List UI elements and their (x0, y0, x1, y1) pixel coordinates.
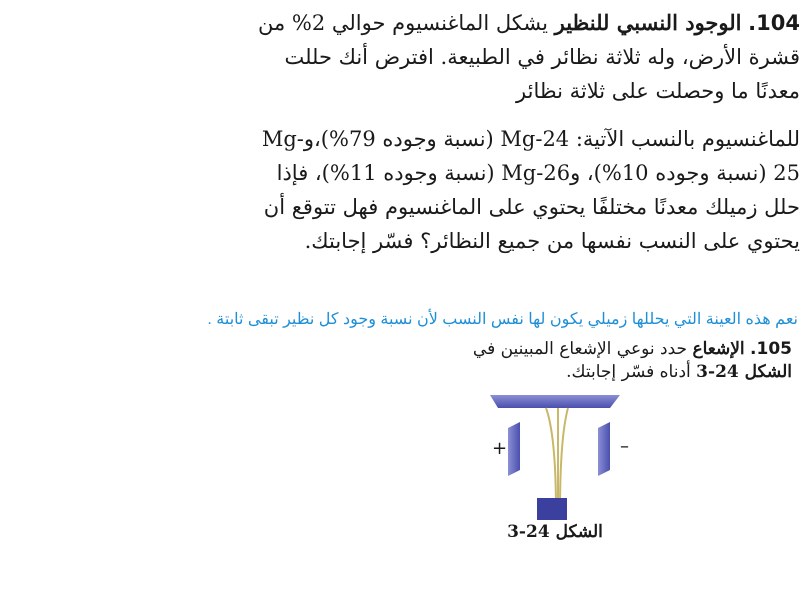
beam-left (546, 408, 556, 512)
question-105-number: 105. (750, 339, 792, 359)
question-104-number: 104. (748, 11, 800, 35)
question-105-text-2: أدناه فسّر إجابتك. (566, 362, 691, 382)
plus-sign: + (492, 438, 508, 459)
right-plate (598, 422, 610, 476)
question-104-para-2 (240, 122, 800, 258)
question-104 (240, 6, 800, 258)
answer-text: نعم هذه العينة التي يحللها زميلي يكون لها نفس النسب لأن نسبة وجود كل نظير تبقى ثابتة . (207, 311, 798, 328)
question-105-line-2 (300, 361, 792, 384)
question-105-text-1: حدد نوعي الإشعاع المبينين في (472, 339, 688, 359)
question-105-line-1 (300, 338, 792, 361)
question-105 (300, 338, 792, 384)
radiation-source (537, 498, 567, 520)
beam-right (560, 408, 568, 512)
left-plate (508, 422, 520, 476)
minus-sign: – (620, 436, 629, 457)
question-104-title: الوجود النسبي للنظير (554, 10, 742, 35)
question-104-text-1: يشكل الماغنسيوم حوالي 2% من قشرة الأرض، وله ثلاثة نظائر في الطبيعة. افترض أنك حللت معدنًا ما وحصلت على ثلاثة نظائر (257, 11, 800, 103)
figure-caption: الشكل 24-3 (507, 522, 603, 542)
question-104-text-2: للماغنسيوم بالنسب الآتية: Mg-24 (نسبة وجوده 79%)،وMg-25 (نسبة وجوده 10%)، وMg-26 (نسبة وجوده 11%)، فإذا حلل زميلك معدنًا مختلفًا يحتوي على الماغنسيوم فهل تتوقع أن يحتوي على النسب نفسها من جميع النظائر؟ فسّر إجابتك. (261, 127, 800, 253)
question-104-para-1 (240, 6, 800, 108)
question-105-figure-ref: الشكل 24-3 (696, 362, 792, 382)
question-105-title: الإشعاع (692, 339, 745, 359)
detector-slab (490, 395, 620, 408)
